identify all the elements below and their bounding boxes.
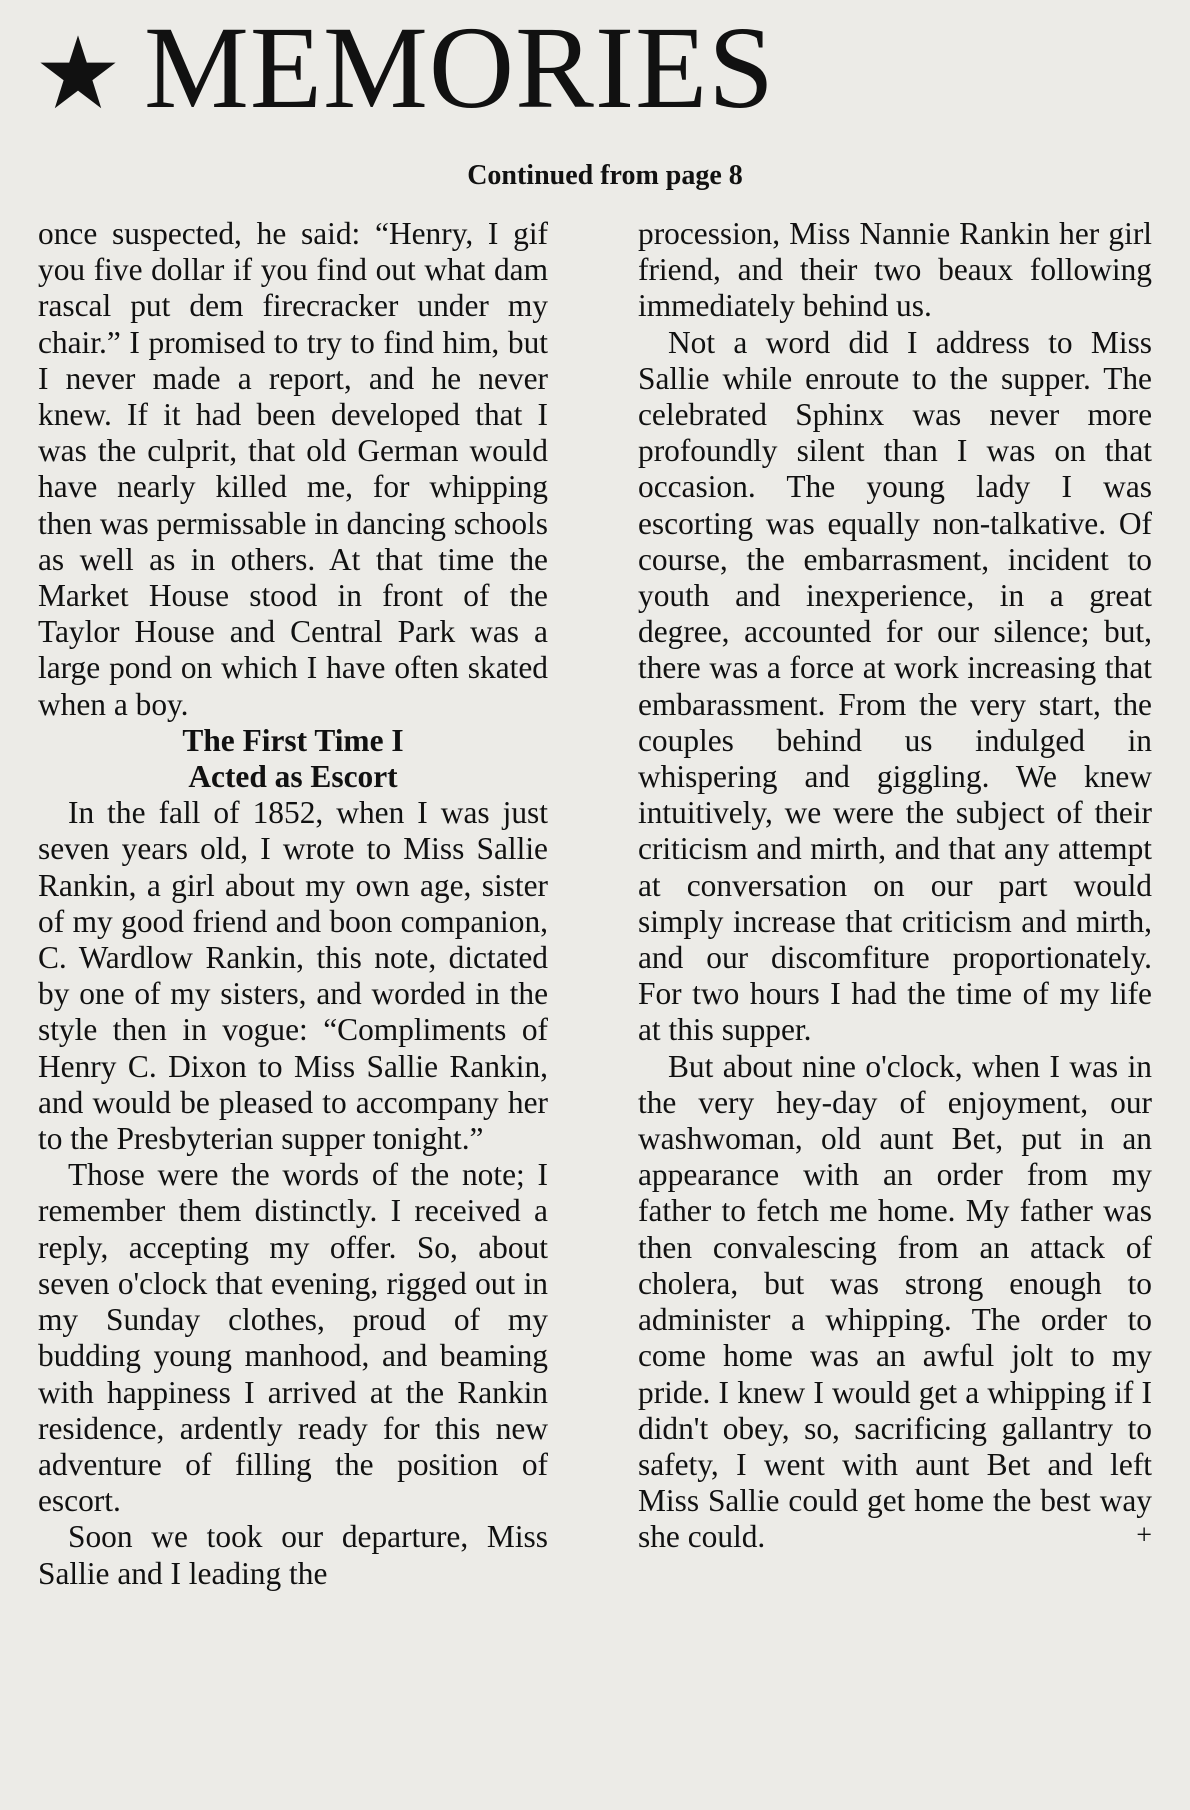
paragraph: once suspected, he said: “Henry, I gif you five dollar if you find out what dam rascal put dem firecracker under my chair.” I promised to try to find him, but I never made a report, and he never knew. If it had been developed that I was the culprit, that old German would have nearly killed me, for whipping then was permissable in dancing schools as well as in others. At that time the Market House stood in front of the Taylor House and Central Park was a large pond on which I have often skated when a boy. [38, 216, 548, 722]
paragraph: In the fall of 1852, when I was just seven years old, I wrote to Miss Sallie Rankin, a girl about my own age, sister of my good friend and boon companion, C. Wardlow Rankin, this note, dictated by one of my sisters, and worded in the style then in vogue: “Compliments of Henry C. Dixon to Miss Sallie Rankin, and would be pleased to accompany her to the Presbyterian supper tonight.” [38, 795, 548, 1157]
subheading: The First Time I [182, 722, 404, 758]
section-title: MEMORIES [144, 2, 775, 133]
article-column-right [638, 216, 1152, 1555]
star-icon [38, 33, 118, 113]
paragraph: procession, Miss Nannie Rankin her girl friend, and their two beaux following immediately behind us. [638, 216, 1152, 324]
continued-note: Continued from page 8 [467, 160, 743, 191]
paragraph: But about nine o'clock, when I was in the very hey-day of enjoyment, our washwoman, old aunt Bet, put in an appearance with an order from my father to fetch me home. My father was then convalescing from an attack of cholera, but was strong enough to administer a whipping. The order to come home was an awful jolt to my pride. I knew I would get a whipping if I didn't obey, so, sacrificing gallantry to safety, I went with aunt Bet and left Miss Sallie could get home the best way she could. [638, 1048, 1152, 1555]
masthead [38, 2, 775, 133]
end-mark: + [1136, 1519, 1152, 1551]
article-column-left [38, 216, 548, 1592]
paragraph: Not a word did I address to Miss Sallie while enroute to the supper. The celebrated Sphinx was never more profoundly silent than I was on that occasion. The young lady I was escorting was equally non-talkative. Of course, the embarrasment, incident to youth and inexperience, in a great degree, accounted for our silence; but, there was a force at work increasing that embarassment. From the very start, the couples behind us indulged in whispering and giggling. We knew intuitively, we were the subject of their criticism and mirth, and that any attempt at conversation on our part would simply increase that criticism and mirth, and our discomfiture proportionately. For two hours I had the time of my life at this supper. [638, 324, 1152, 1048]
paragraph: Soon we took our departure, Miss Sallie and I leading the [38, 1519, 548, 1591]
paragraph: Those were the words of the note; I remember them distinctly. I received a reply, accepting my offer. So, about seven o'clock that evening, rigged out in my Sunday clothes, proud of my budding young manhood, and beaming with happiness I arrived at the Rankin residence, ardently ready for this new adventure of filling the position of escort. [38, 1157, 548, 1519]
subheading: Acted as Escort [188, 759, 398, 795]
